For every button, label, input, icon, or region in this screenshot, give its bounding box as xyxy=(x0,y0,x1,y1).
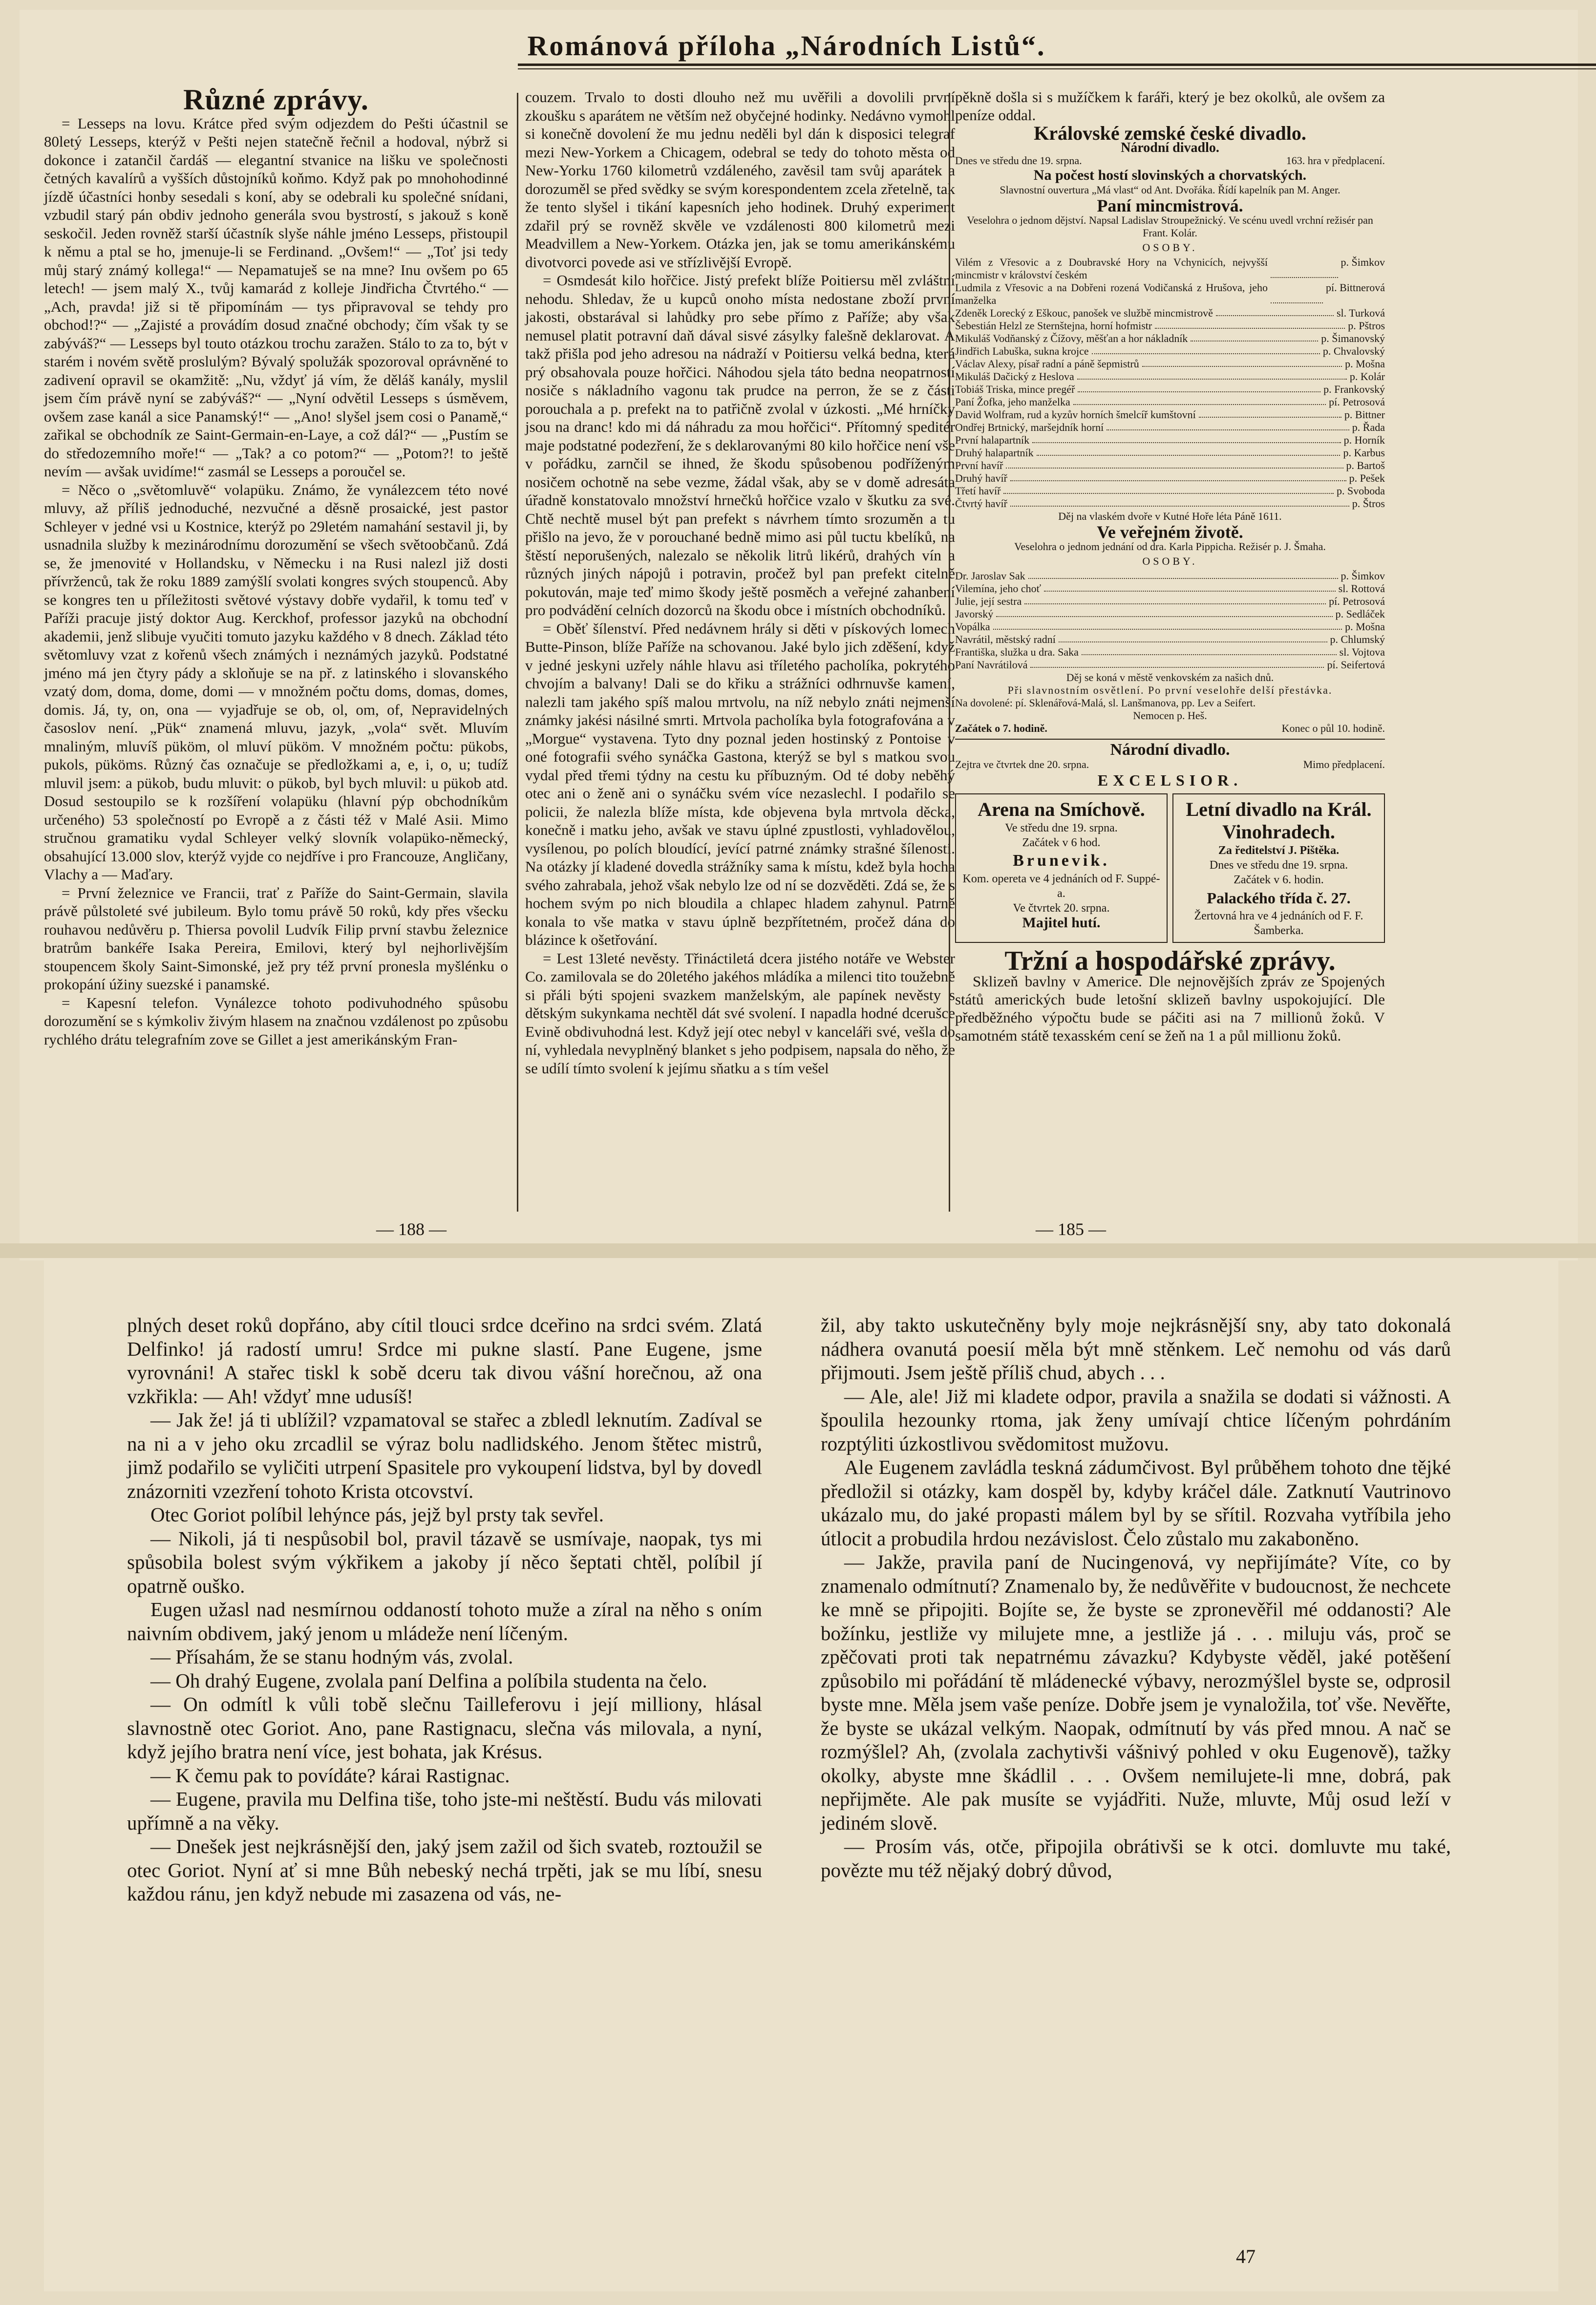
play-desc: Veselohra o jednom jednání od dra. Karla Pippicha. Režisér p. J. Šmaha. xyxy=(1014,540,1326,553)
news-item: = První železnice ve Francii, trať z Paříže do Saint-Germain, slavila právě půlstoleté své jubileum. Bylo tomu právě 50 roků, kdy přes všecku rouhavou nedůvěru p. Thiersa povolil Ludvík Filip první stavbu železnice bratrům bankéře Isaka Pereira, Emilovi, který byl nejhorlivějším stoupencem školy Saint-Simonské, jež pry též první pronesla myšlénku o prokopání úžiny suezské i panamské. xyxy=(44,884,508,993)
box-date: Ve středu dne 19. srpna. xyxy=(1005,822,1118,834)
novel-paragraph: Ale Eugenem zavládla teskná zádumčivost. Byl průběhem tohoto dne tějké předložil si otázky, kam dospěl by, kdyby kráčel dále. Zatknutí Vautrinovo ukázalo mu, do jaké propasti málem byl by se sřítil. Rozvaha vytříbila jeho útlocit a probudila hrdou nezávislost. Čelo zůstalo mu zakaboněno. xyxy=(821,1456,1451,1550)
leader-dots xyxy=(1032,434,1341,443)
novel-paragraph: Otec Goriot políbil lehýnce pás, jejž byl prsty tak sevřel. xyxy=(150,1503,604,1526)
cast-actor: sl. Rottová xyxy=(1338,582,1385,595)
masthead-rule xyxy=(518,64,1596,66)
box-play: Palackého třída č. 27. xyxy=(1207,889,1351,907)
novel-paragraph: — Prosím vás, otče, připojila obrátivši se k otci. domluvte mu také, povězte mu též nějaký dobrý důvod, xyxy=(821,1835,1451,1881)
leader-dots xyxy=(1077,370,1347,380)
cast-row xyxy=(955,659,1385,671)
theatre-subheading: Národní divadlo. xyxy=(955,739,1385,756)
cast-role: Druhý havíř xyxy=(955,472,1007,484)
cast-actor: sl. Turková xyxy=(1336,307,1385,319)
novel-paragraph: žil, aby takto uskutečněny byly moje nejkrásnější sny, aby tato dokonalá nádhera ovanutá poesií měla být mně stěnkem. Leč nemohu od vás darů přijmouti. Jsem ještě příliš chud, abych . . . xyxy=(821,1314,1451,1384)
news-item: = Osmdesát kilo hořčice. Jistý prefekt blíže Poitiersu měl zvláštní nehodu. Shledav, že u kupců onoho místa nedostane zboží první jakosti, obstarával si lahůdky pro sebe přímo z Paříže; aby však nemusel platit potravní daň dával sisvé zásylky falešně deklarovat. A takž přišla pod jeho adresou na nádraží v Poitiersu velká bedna, která prý obsahovala pouze hořčici. Náhodou sjela táto bedna neopatrností nosiče s nákladního vagonu tak prudce na perron, že se z části porouchala a p. prefekt na to patřičně zvolal v úzkosti. „Mé hrníčky jsou na dranc! kdo mi dá náhradu za mou hořčici“. Přítomný speditér maje podstatné podezření, že s deklarovanými 80 kilo hořčice není vše v pořádku, zarnčil se ihned, že škodu spůsobenou podříženým nosičem ochotně na sebe vezme, žádal však, aby se v domě adresáta úřadně konstatovalo množství hrnečků hořčice vzalo v škutku za své. Chtě nechtě musel být pan prefekt s návrhem tímto srozuměn a tu přišlo na jevo, že v porouchané bedně mimo asi půl tuctu kbelíků, na štěstí neporušených, nalezalo se několik litrů likérů, drahých vín a různých jiných nápojů i potravin, pročež byl pan prefekt citelně pokutován, maje teď mimo škody ještě posměch a veřejné zahanbení pro podvádění celních dozorců na škodu obce i místních obchodníků. xyxy=(525,272,955,619)
cast-label: OSOBY. xyxy=(1142,555,1198,567)
news-item: = Něco o „světomluvě“ volapüku. Známo, že vynálezcem této nové mluvy, až příliš jednoduché, nezvučné a děsně prosaické, jest pastor Schleyer v jedné vsi u Kostnice, kterýž po 29letém namahání sestavil ji, by usnadnila služby k mezinárodnímu dorozumění se všech světoobčanů. Zdá se, že jmenovité v Hollandsku, v Německu i na Rusi nalezl již dosti přívrženců, tak že roku 1889 zamýšlí svolati kongres svých stoupenců. Aby se kongres ten u příležitosti světové výstavy dobře vydařil, k tomu teď v Paříži pracuje jistý doktor Aug. Kerckhof, professor jazyků na obchodní akademii, jenž slibuje vyučiti tomuto jazyku každého v 8 dnech. Základ této světomluvy vzat z kořenů všech známých i neznámých jazyků. Podstatné jméno má jen čtyry pády a skloňuje se na př. z latinského i slovanského vzatý dom, doma, dome, domi — v množném počtu doms, domas, domes, domis. Já, ty, on, ona — vyjadřuje se ob, ol, om, of, Nepravidelných časoslov není. „Pük“ znamená mluvu, jazyk, „vola“ svět. Mluvím mnaliným, mluvíš püköm, ol mluví püköm. V množném počtu: pükobs, pukols, püköms. Různý čas označuje se předložkami a, e, i, o, u; tudíž mluvil jsem: a pükob, budu mluvit: o pükob, byl bych mluvil: u pükob atd. Dosud sestoupilo se k rozšíření volapüku (hlavní pýp obchodníkům určeného) 53 společností po Evropě a z části též v Malé Asii. Mimo stručnou gramatiku vydal Schleyer velký slovník volapüko-německý, obsahující 13.000 slov, kterýž vyjde co nejdříve i pro Francouze, Angličany, Vlachy a — Maďary. xyxy=(44,481,508,883)
cast-role: Čtvrtý havíř xyxy=(955,497,1007,510)
news-item-tail: pěkně došla si s mužíčkem k faráři, který je bez okolků, ale ovšem za peníze oddal. xyxy=(955,88,1385,124)
cast-role: První havíř xyxy=(955,459,1003,471)
cast-role: Julie, její sestra xyxy=(955,595,1022,607)
cast-role: Mikuláš Vodňanský z Čížovy, měšťan a hor nákladník xyxy=(955,332,1188,344)
cast-row xyxy=(955,256,1385,281)
box-title: Arena na Smíchově. xyxy=(978,798,1145,820)
leader-dots xyxy=(1216,307,1334,316)
novel-paragraph: — Eugene, pravila mu Delfina tiše, toho jste-mi neštěstí. Budu vás milovati upřímně a na věky. xyxy=(127,1788,762,1834)
leader-dots xyxy=(993,620,1342,630)
cast-role: Vilém z Vřesovic a z Doubravské Hory na Vchynicích, nejvyšší mincmistr v království českém xyxy=(955,256,1268,281)
sick-line: Nemocen p. Heš. xyxy=(1133,709,1207,722)
novel-paragraph: — Nikoli, já ti nespůsobil bol, pravil tázavě se usmívaje, naopak, tys mi spůsobila bolest svým výkřikem a jakoby jí něco šeptati chtěl, políbil jí opatrně ouško. xyxy=(127,1527,762,1597)
start-time: Začátek o 7. hodině. xyxy=(955,722,1047,734)
cast-actor: p. Bartoš xyxy=(1346,459,1385,471)
cast-role: Třetí havíř xyxy=(955,485,1001,497)
date-right: Mimo předplacení. xyxy=(1303,758,1385,770)
arena-box xyxy=(955,793,1168,943)
end-notes: Při slavnostním osvětlení. Po první veselohře delší přestávka. xyxy=(1007,684,1333,696)
leader-dots xyxy=(1073,396,1326,405)
leader-dots xyxy=(1003,485,1334,494)
masthead-rule-thin xyxy=(518,68,1596,69)
cast-actor: p. Pštros xyxy=(1348,320,1385,332)
cast-actor: pí. Petrosová xyxy=(1329,396,1385,408)
date-right: 163. hra v předplacení. xyxy=(1286,154,1385,167)
date-left: Dnes ve středu dne 19. srpna. xyxy=(955,154,1082,167)
cast-row xyxy=(955,582,1385,595)
cast-actor: p. Šimanovský xyxy=(1321,332,1385,344)
cast-actor: p. Pešek xyxy=(1349,472,1385,484)
leader-dots xyxy=(1044,582,1336,592)
page-fold xyxy=(0,1243,1596,1258)
place-line: Děj na vlaském dvoře v Kutné Hoře léta Páně 1611. xyxy=(1058,510,1282,522)
news-item: = Lesseps na lovu. Krátce před svým odjezdem do Pešti účastnil se 80letý Lesseps, kterýž v Pešti nejen statečně řečnil a hodoval, nýbrž si dokonce i zatančil čardáš — elegantní stvanice na lišku ve společnosti četných kavalírů a vyšších důstojníků koňmo. Když pak po mnohohodinné jízdě účastníci honby sesedali s koní, aby se odebrali ku společné snídani, vzbudil starý pán obdiv jednoho generála svou bystrostí, s jakouž s koně seskočil. Jeden rovněž starší účastník slyše náhle jméno Lesseps, přistoupil k němu a ptal se ho, jmenuje-li se Ferdinand. „Ovšem!“ — „Toť jsi tedy můj starý známý kollega!“ — Nepamatuješ se na mne? Inu ovšem po 65 letech! — jsem malý X., tvůj kamarád z kolleje Jindřicha Čtvrtého.“ — „Ach, pravda! již si tě připomínám — tys připravoval se tehdy pro obchod!?“ — „Zajisté a provádím dosud značné obchody; čím však ty se zabýváš?“ — Lesseps byl touto otázkou trochu zaražen. Stálo to za to, být v starém i novém světě proslulým? Bývalý spolužák spozoroval oprávněné to zadivení opravil se okamžitě: „Nu, vždyť já vím, že děláš kanály, myslil jsem čím právě nyní se zabýváš?“ — „Nyní odvětil Lesseps s úsměvem, ovšem zase kanál a sice Panamský!“ — „Ano! slyšel jsem cosi o Panamě,“ zařikal se obchodník ze Saint-Germain-en-Laye, a což dál?“ — „Pustím se do středozemního moře!“ — „Tak? a co potom?“ — „Potom?! to ještě nevím — avšak uvidíme!“ zasmál se Lesseps a poroučel se. xyxy=(44,114,508,480)
date-left: Zejtra ve čtvrtek dne 20. srpna. xyxy=(955,758,1089,770)
novel-column-left xyxy=(127,1313,762,1906)
cast-row xyxy=(955,472,1385,485)
section-heading: Různé zprávy. xyxy=(183,84,369,116)
leader-dots xyxy=(1030,659,1324,668)
leader-dots xyxy=(1028,570,1338,579)
cast-row xyxy=(955,595,1385,608)
leader-dots xyxy=(1271,281,1323,303)
market-heading: Tržní a hospodářské zprávy. xyxy=(1004,946,1336,976)
novel-paragraph: — On odmítl k vůli tobě slečnu Tailleferovu i její milliony, hlásal slavnostně otec Goriot. Ano, pane Rastignacu, slečna vás milovala, a nyní, když jejího bratra není více, jest bohata, jak Krésus. xyxy=(127,1693,762,1763)
cast-role: Navrátil, městský radní xyxy=(955,633,1056,645)
cast-actor: p. Kolár xyxy=(1349,370,1385,383)
cast-actor: p. Chvalovský xyxy=(1322,345,1385,357)
novel-paragraph: — Oh drahý Eugene, zvolala paní Delfina a políbila studenta na čelo. xyxy=(150,1669,707,1692)
news-item: couzem. Trvalo to dosti dlouho než mu uvěřili a dovolili první zkoušku s aparátem ne větším než obyčejné hodinky. Nedávno vymohl si konečně dovolení že mu jednu neděli byl dán k disposici telegraf mezi New-Yorkem a Chicagem, odebral se tedy do tohoto města od New-Yorku 1760 kilometrů vzdáleného, zavěsil tam svůj aparátek a dorozuměl se před svědky se svým korespondentem zcela zřetelně, tak že tento slyšel i tikání kapesních jeho hodinek. Druhý experiment zdařil prý se rovněž skvěle ve vzdálenosti 800 kilometrů mezi Meadvillem a New-Yorkem. Otázka jen, jak se tomu amerikánskému divotvorci povede asi ve střízlivější Evropě. xyxy=(525,88,955,271)
cast-actor: pí. Petrosová xyxy=(1329,595,1385,607)
play-desc: Veselohra o jednom dějství. Napsal Ladislav Stroupežnický. Ve scénu uvedl vrchní režisér pan Frant. Kolár. xyxy=(967,214,1373,239)
cast-role: Zdeněk Lorecký z Eškouc, panošek ve službě mincmistrově xyxy=(955,307,1213,319)
leader-dots xyxy=(1078,383,1320,392)
leader-dots xyxy=(996,608,1332,617)
box-date: Dnes ve středu dne 19. srpna. xyxy=(1209,859,1348,872)
box-desc: Kom. opereta ve 4 jednáních od F. Suppé-a. xyxy=(962,873,1160,900)
box-desc: Žertovná hra ve 4 jednáních od F. F. Šamberka. xyxy=(1194,910,1363,937)
cast-row xyxy=(955,608,1385,620)
cast-role: Vopálka xyxy=(955,620,990,633)
novel-paragraph: — Dnešek jest nejkrásnější den, jaký jsem zažil od šich svateb, roztoužil se otec Goriot. Nyní ať si mne Bůh nebeský nechá trpěti, jak se mu líbí, snesu každou ránu, jen když nebude mi zasazena od vás, ne- xyxy=(127,1835,762,1905)
cast-actor: p. Horník xyxy=(1343,434,1385,446)
theatre-heading: Královské zemské české divadlo. xyxy=(1034,122,1306,144)
leader-dots xyxy=(1024,595,1326,604)
leader-dots xyxy=(1155,320,1345,329)
cast-actor: pí. Seifertová xyxy=(1327,659,1385,671)
cast-actor: p. Svoboda xyxy=(1337,485,1385,497)
page-number: — 188 — xyxy=(376,1219,447,1239)
date-line xyxy=(955,758,1385,771)
cast-row xyxy=(955,497,1385,510)
cast-actor: p. Sedláček xyxy=(1335,608,1385,620)
overture: Slavnostní ouvertura „Má vlast“ od Ant. Dvořáka. Řídí kapelník pan M. Anger. xyxy=(1000,184,1341,196)
cast-label: OSOBY. xyxy=(1142,241,1198,254)
cast-row xyxy=(955,320,1385,332)
cast-actor: pí. Bittnerová xyxy=(1326,281,1385,294)
date-line xyxy=(955,154,1385,167)
masthead: Románová příloha „Národních Listů“. xyxy=(527,30,1046,62)
cast-row xyxy=(955,447,1385,459)
cast-row xyxy=(955,459,1385,472)
time-line xyxy=(955,722,1385,735)
news-item: = Lest 13leté nevěsty. Třináctiletá dcera jistého notáře ve Webster Co. zamilovala se do 20letého jakéhos mládíka a milenci tito toužebně si přáli býti spojeni svazkem manželským, ale papínek nevěsty s dětským sukynkama nechtěl dát své svolení. I napadla hodné dcerušce Evině obdivuhodná lest. Když její otec nebyl v kanceláři své, vešla do ní, vyhledala nevyplněný blanket s jeho podpisem, napsala do něho, že se udílí tímto svolení k jejímu sňatku a s tím vešel xyxy=(525,949,955,1077)
cast-row xyxy=(955,332,1385,345)
cast-actor: p. Chlumský xyxy=(1330,633,1385,645)
cast-role: Dr. Jaroslav Sak xyxy=(955,570,1025,582)
novel-paragraph: — K čemu pak to povídáte? kárai Rastignac. xyxy=(150,1764,510,1787)
cast-actor: p. Mošna xyxy=(1345,620,1385,633)
cast-list xyxy=(955,570,1385,671)
novel-paragraph: — Ale, ale! Již mi kladete odpor, pravila a snažila se dodati si vážnosti. A špoulila hezounky rtoma, jak ženy umívají chtice líčeným pohrdáním rozptýliti úzkostlivou svědomitost mužovu. xyxy=(821,1385,1451,1455)
box-start: Začátek v 6 hod. xyxy=(1022,836,1101,849)
novel-paragraph: — Jak že! já ti ublížil? vzpamatoval se stařec a zbledl leknutím. Zadíval se na ni a v jeho oku zrcadlil se výraz bolu nadlidského. Jenom štětec mistrů, jimž podařilo se vyličiti utrpení Spasitele pro vykoupení lidstva, byl by dovedl znázorniti vzezření tohoto Krista otcovství. xyxy=(127,1409,762,1502)
cast-role: Mikuláš Dačický z Heslova xyxy=(955,370,1074,383)
novel-paragraph: Eugen užasl nad nesmírnou oddaností tohoto muže a zíral na něho s oním naivním obdivem, jaký jenom u mládeže není líčeným. xyxy=(127,1598,762,1644)
cast-role: Jindřich Labuška, sukna krojce xyxy=(955,345,1089,357)
cast-role: Javorský xyxy=(955,608,994,620)
box-title: Letní divadlo na Král. Vinohradech. xyxy=(1186,798,1372,843)
cast-row xyxy=(955,485,1385,497)
leader-dots xyxy=(1059,633,1327,642)
theatre-column xyxy=(955,88,1385,1045)
cast-row xyxy=(955,620,1385,633)
box-play: Majitel hutí. xyxy=(1022,915,1101,931)
cast-actor: p. Frankovský xyxy=(1323,383,1385,395)
vinohrady-box xyxy=(1172,793,1385,943)
market-text: Sklizeň bavlny v Americe. Dle nejnovějších zpráv ze Spojených států amerických bude letošní sklizeň bavlny uspokojující. Dle předběžného výpočtu bude se páčiti asi na 7 millionů žoků. V samotném státě texasském cení se žeň na 1 a půl millionu žoků. xyxy=(955,973,1385,1044)
cast-row xyxy=(955,408,1385,421)
cast-role: Vilemína, jeho choť xyxy=(955,582,1042,595)
cast-role: První halapartník xyxy=(955,434,1030,446)
cast-row xyxy=(955,358,1385,370)
end-time: Konec o půl 10. hodině. xyxy=(1281,722,1385,734)
novel-paragraph: — Jakže, pravila paní de Nucingenová, vy nepřijímáte? Víte, co by znamenalo odmítnutí? Znamenalo by, že nedůvěřite v budoucnost, že nechcete ke mně se připojiti. Bojíte se, že byste se zpronevěřil mé oddanosti? Ale božínku, jestliže vy milujete mne, a jestliže já . . . miluju vás, proč se zpěčovati proti tak nepatrnému závazku? Kdybyste věděl, jaké potěšení způsobilo mi pořádání tě mládenecké výbavy, nerozmýšlel byste se, odprosil byste mne. Měla jsem vaše peníze. Dobře jsem je vynaložila, toť vše. Nevěřte, že byste se ukázal velkým. Naopak, odmítnutí by vás před mnou. A nač se rozmýšlel? Ah, (zvolala zachytivši vášnivý pohled v oku Eugenově), tažky okolky, abyste mne škádlil . . . Ovšem nemilujete-li mne, dobrá, pak nepřijměte. Ale pak musíte se vyjádřiti. Nuže, mluvte, Můj osud leží v jediném slově. xyxy=(821,1551,1451,1834)
cast-row xyxy=(955,646,1385,659)
box-play: Brunevik. xyxy=(1013,852,1110,870)
news-column-left xyxy=(44,84,508,1048)
leader-dots xyxy=(1082,646,1337,655)
column-divider xyxy=(949,93,950,1212)
leader-dots xyxy=(1199,408,1341,418)
novel-paragraph: — Přísahám, že se stanu hodným vás, zvolal. xyxy=(150,1645,513,1668)
play-title: Ve veřejném životě. xyxy=(1097,522,1243,542)
cast-row xyxy=(955,434,1385,447)
leader-dots xyxy=(1092,345,1320,354)
cast-row xyxy=(955,396,1385,408)
leader-dots xyxy=(1037,447,1341,456)
box-director: Za ředitelství J. Pištěka. xyxy=(1218,844,1340,857)
cast-role: Václav Alexy, písař radní a páně šepmistrů xyxy=(955,358,1139,370)
cast-row xyxy=(955,570,1385,582)
column-divider xyxy=(517,93,518,1212)
cast-role: Druhý halapartník xyxy=(955,447,1034,459)
leader-dots xyxy=(1006,459,1343,469)
cast-row xyxy=(955,383,1385,396)
cast-actor: p. Štros xyxy=(1352,497,1385,510)
guests-line: Na dovolené: pí. Sklenářová-Malá, sl. Lanšmanova, pp. Lev a Seifert. xyxy=(955,697,1256,709)
novel-column-right xyxy=(821,1313,1451,1882)
cast-role: David Wolfram, rud a kyzův horních šmelcíř kumštovní xyxy=(955,408,1196,421)
cast-row xyxy=(955,281,1385,307)
box-date: Ve čtvrtek 20. srpna. xyxy=(1013,902,1110,915)
play-title: Paní mincmistrová. xyxy=(1097,196,1243,215)
cast-actor: p. Karbus xyxy=(1343,447,1385,459)
novel-paragraph: plných deset roků dopřáno, aby cítil tlouci srdce dceřino na srdci svém. Zlatá Delfinko! já radostí umru! Srdce mi pukne slastí. Pane Eugene, jsme vyrovnáni! A stařec tiskl k sobě dceru tak divou vášní horečnou, až ona vzkřikla: — Ah! vždyť mne udusíš! xyxy=(127,1314,762,1408)
cast-role: Ondřej Brtnický, maršejdník horní xyxy=(955,421,1104,433)
cast-actor: p. Mošna xyxy=(1345,358,1385,370)
leader-dots xyxy=(1107,421,1349,430)
cast-role: Ludmila z Vřesovic a na Dobřeni rozená Vodičanská z Hrušova, jeho manželka xyxy=(955,281,1268,306)
place-line: Děj se koná v městě venkovském za našich dnů. xyxy=(1066,671,1274,683)
banner: Na počest hostí slovinských a chorvatských. xyxy=(1033,167,1307,183)
cast-row xyxy=(955,345,1385,358)
box-start: Začátek v 6. hodin. xyxy=(1234,874,1324,886)
news-item: = Oběť šílenství. Před nedávnem hrály si děti v pískových lomech Butte-Pinson, blíže Paříže na schovanou. Jaké bylo jich zděšení, když v jedné jeskyni uzřely náhle hlavu asi tříletého pacholíka, pokrytého chvojím a balvany! Dali se do křiku a strážníci odhrnuvše kamení, nalezli tam jakého spíš malou mrtvolu, na níž nebylo znáti nejmenší známky jakési násilné smrti. Mrtvola pacholíka byla fotografována a v „Morgue“ vystavena. Tyto dny poznal jeden hostinský z Pontoise v oné fotografii svého synáčka Gastona, kterýž se byl s matkou svou vydal před třemi týdny na cestu ku příbuzným. Od té doby neběhý otec ani o ženě ani o synáčku svém více nezaslechl. I podařilo se policii, že nalezla blíže místa, kde objevena byla mrtvola děcka, konečně i matku jeho, avšak ve stavu úplné zpustlosti, vyhladovělou, vysílenou, po polích bloudící, jevící patrné známky strašné šílenosti. Na otázky jí kladené dovedla strážníky sama k místu, kdež byla hocha svého zahrabala, jehož však nebylo lze od ní se dozvěděti. Zdá se, že s hochem svým po nich bloudila a chlapec hladem zahynul. Patrně konala to vše matka v stavu úplně bezpřítetném, pročež dána do blázince k ošetřování. xyxy=(525,619,955,948)
theatre-subheading: Národní divadlo. xyxy=(1121,140,1219,155)
cast-actor: p. Šimkov xyxy=(1341,256,1385,268)
cast-actor: p. Bittner xyxy=(1344,408,1385,421)
cast-role: Paní Žofka, jeho manželka xyxy=(955,396,1070,408)
leader-dots xyxy=(1010,497,1349,507)
cast-role: Tobiáš Triska, mince pregéř xyxy=(955,383,1075,395)
page-number: 47 xyxy=(1236,2245,1256,2267)
page-number: — 185 — xyxy=(1036,1219,1106,1239)
cast-row xyxy=(955,421,1385,434)
leader-dots xyxy=(1271,256,1338,278)
cast-list xyxy=(955,256,1385,510)
news-column-middle xyxy=(525,88,955,1077)
cast-actor: p. Šimkov xyxy=(1341,570,1385,582)
cast-row xyxy=(955,307,1385,320)
cast-role: Františka, služka u dra. Saka xyxy=(955,646,1079,658)
cast-role: Šebestián Helzl ze Sternštejna, horní hofmistr xyxy=(955,320,1152,332)
theatre-boxes xyxy=(955,793,1385,943)
leader-dots xyxy=(1191,332,1318,341)
excelsior: EXCELSIOR. xyxy=(1097,771,1243,789)
cast-role: Paní Navrátilová xyxy=(955,659,1028,671)
leader-dots xyxy=(1142,358,1342,367)
leader-dots xyxy=(1010,472,1346,481)
cast-row xyxy=(955,633,1385,646)
cast-row xyxy=(955,370,1385,383)
news-item: = Kapesní telefon. Vynálezce tohoto podivuhodného spůsobu dorozumění se s kýmkoliv živým hlasem na značnou vzdálenost po způsobu rychlého drátu telegrafním zove se Gillet a jest amerikánským Fran- xyxy=(44,994,508,1048)
cast-actor: sl. Vojtova xyxy=(1339,646,1385,658)
cast-actor: p. Řada xyxy=(1352,421,1385,433)
